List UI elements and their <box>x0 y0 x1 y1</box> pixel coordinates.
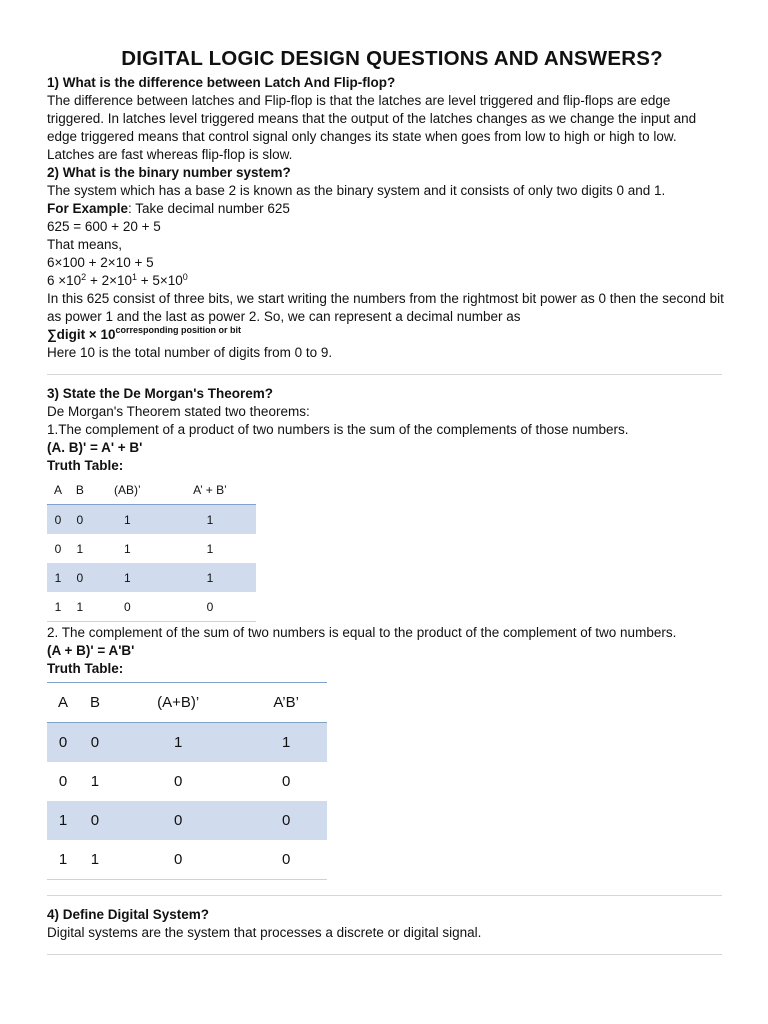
question-1: 1) What is the difference between Latch And Flip-flop? <box>47 75 396 90</box>
eq3-term-c: + 5×10 <box>137 273 183 288</box>
table-row <box>47 505 256 535</box>
table-header: A <box>47 476 69 505</box>
table-cell: 1 <box>69 592 91 622</box>
table-cell: 0 <box>47 723 79 763</box>
divider <box>47 374 722 375</box>
table-cell: 1 <box>90 772 100 790</box>
equation-3 <box>47 272 727 290</box>
answer-1-note: Latches are fast whereas flip-flop is slow. <box>47 147 293 162</box>
table-row <box>47 840 327 880</box>
table-header: B <box>69 476 91 505</box>
question-3: 3) State the De Morgan's Theorem? <box>47 386 273 401</box>
table-cell: 1 <box>47 563 69 592</box>
table-header-row <box>47 476 256 505</box>
table-row <box>47 801 327 840</box>
eq3-exp-c: 0 <box>182 272 188 282</box>
table-cell: 1 <box>76 541 84 556</box>
table-cell: 1 <box>206 541 214 556</box>
question-4: 4) Define Digital System? <box>47 907 210 922</box>
table-cell: 0 <box>54 541 62 556</box>
table-cell: 1 <box>164 563 256 592</box>
question-2: 2) What is the binary number system? <box>47 165 291 180</box>
table-cell: 0 <box>173 772 183 790</box>
table-row <box>47 723 327 763</box>
truth-table-1 <box>47 476 256 622</box>
document-page <box>47 46 727 965</box>
table-cell: 1 <box>111 723 245 763</box>
table-cell: 1 <box>47 840 79 880</box>
table-cell: 1 <box>164 505 256 535</box>
formula-base: ∑digit × 10 <box>47 327 116 342</box>
example-line <box>47 200 727 218</box>
eq3-term-b: + 2×10 <box>86 273 132 288</box>
table-cell: 0 <box>245 840 327 880</box>
table-cell: 0 <box>111 840 245 880</box>
truth-table-2-label: Truth Table: <box>47 661 124 676</box>
de-morgan-intro: De Morgan's Theorem stated two theorems: <box>47 404 310 419</box>
table-cell: 0 <box>111 801 245 840</box>
table-header-row <box>47 683 327 723</box>
answer-1: The difference between latches and Flip-flop is that the latches are level triggered and flip-flops are edge triggered. In latches level triggered means that the output of the latches changes as we change the input and edge triggered means that control signal only changes its state when goes from low to high or high to low. <box>47 93 697 144</box>
table-cell: 0 <box>69 505 91 535</box>
table-cell: 0 <box>79 801 111 840</box>
example-text: : Take decimal number 625 <box>128 201 290 216</box>
table-cell: 0 <box>245 801 327 840</box>
table-cell: 0 <box>282 772 291 790</box>
sum-formula <box>47 326 727 344</box>
table-row <box>47 563 256 592</box>
theorem-1-formula: (A. B)' = A' + B' <box>47 440 143 455</box>
table-row <box>47 534 256 563</box>
table-row <box>47 762 327 801</box>
example-label: For Example <box>47 201 129 216</box>
answer-2-footer: Here 10 is the total number of digits from 0 to 9. <box>47 345 333 360</box>
table-cell: 0 <box>164 592 256 622</box>
table-cell: 1 <box>79 840 111 880</box>
table-cell: 1 <box>245 723 327 763</box>
table-header: A’ + B’ <box>164 476 256 505</box>
table-cell: 0 <box>91 592 164 622</box>
table-cell: 0 <box>69 563 91 592</box>
table-cell: 0 <box>58 772 68 790</box>
equation-2: 6×100 + 2×10 + 5 <box>47 255 154 270</box>
table-cell: 0 <box>79 723 111 763</box>
theorem-2-formula: (A + B)' = A'B' <box>47 643 135 658</box>
truth-table-1-label: Truth Table: <box>47 458 124 473</box>
table-cell: 1 <box>91 505 164 535</box>
theorem-1: 1.The complement of a product of two numbers is the sum of the complements of those numbers. <box>47 422 629 437</box>
table-cell: 1 <box>91 563 164 592</box>
answer-2: The system which has a base 2 is known as the binary system and it consists of only two digits 0 and 1. <box>47 183 666 198</box>
table-cell: 1 <box>123 541 131 556</box>
table-header: (AB)’ <box>91 476 164 505</box>
binary-explanation: In this 625 consist of three bits, we start writing the numbers from the rightmost bit power as 0 then the second bit as power 1 and the last as power 2. So, we can represent a decimal number as <box>47 291 724 324</box>
formula-exponent: corresponding position or bit <box>115 325 242 335</box>
answer-4: Digital systems are the system that processes a discrete or digital signal. <box>47 925 482 940</box>
theorem-2: 2. The complement of the sum of two numbers is equal to the product of the complement of two numbers. <box>47 625 677 640</box>
equation-1: 625 = 600 + 20 + 5 <box>47 219 161 234</box>
eq3-exp-a: 2 <box>81 272 87 282</box>
table-cell: 0 <box>47 505 69 535</box>
table-header: A’B’ <box>245 683 327 723</box>
eq3-term-a: 6 ×10 <box>47 273 82 288</box>
document-title: DIGITAL LOGIC DESIGN QUESTIONS AND ANSWERS? <box>121 47 663 70</box>
truth-table-2 <box>47 682 327 880</box>
divider <box>47 954 722 955</box>
table-header: B <box>79 683 111 723</box>
table-header: (A+B)’ <box>111 683 245 723</box>
that-means: That means, <box>47 237 123 252</box>
divider <box>47 895 722 896</box>
table-row <box>47 592 256 622</box>
table-cell: 1 <box>47 801 79 840</box>
table-cell: 1 <box>47 592 69 622</box>
table-header: A <box>47 683 79 723</box>
eq3-exp-b: 1 <box>131 272 137 282</box>
